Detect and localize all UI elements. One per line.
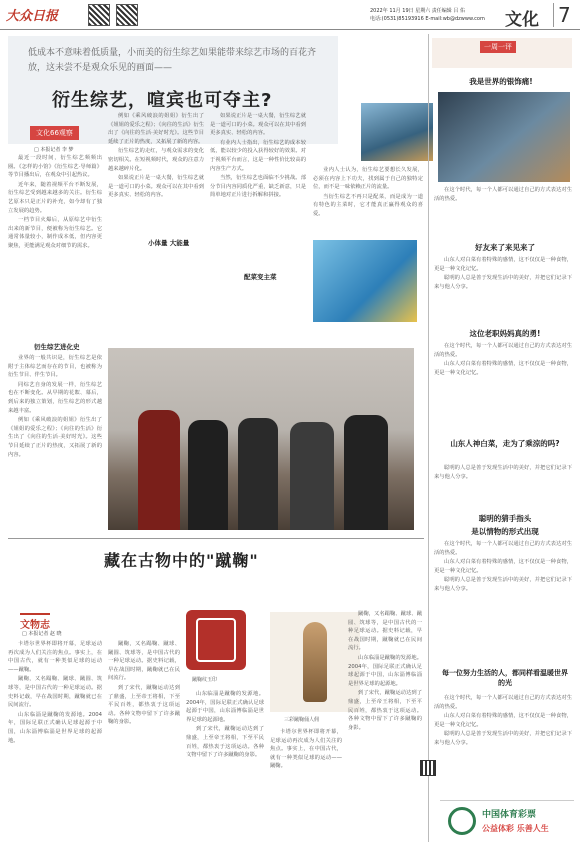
article-divider bbox=[8, 538, 424, 539]
column-badge-2: 文物志 bbox=[20, 613, 50, 631]
paragraph: 聪明的人总是善于发现生活中的美好，并把它们记录下来与他人分享。 bbox=[434, 275, 572, 290]
paragraph: 在这个时代，每一个人都可以通过自己的方式表达对生活的热爱。 bbox=[434, 187, 572, 202]
masthead-info bbox=[370, 7, 485, 23]
paragraph: 聪明的人总是善于发现生活中的美好，并把它们记录下来与他人分享。 bbox=[434, 577, 572, 592]
right-title: 我是世界的银饰痛! bbox=[469, 77, 533, 86]
weekly-review-tag: 一周一评 bbox=[480, 41, 516, 53]
person-figure bbox=[238, 418, 278, 530]
second-column-4 bbox=[270, 728, 342, 840]
paragraph: 当衍生综艺不再只是配菜，而是成为一道有特色的主菜时，它才能真正赢得观众的喜爱。 bbox=[313, 193, 423, 217]
variety-show-poster-small bbox=[361, 103, 433, 161]
paragraph: 业内人士认为，衍生综艺要想长久发展，必须在内容上下功夫，找到属于自己的独特定位，而不是一味依赖正片的流量。 bbox=[313, 167, 423, 191]
lead-byline: □ 本报记者 李 梦 bbox=[34, 147, 74, 153]
caption: 蹴鞠纹玉印 bbox=[192, 677, 218, 683]
variety-show-poster-large bbox=[313, 240, 417, 322]
paragraph: 如果说正片是一桌大餐，衍生综艺就是一道可口的小菜。观众可以在其中看到更多真实、轻松的内容。 bbox=[108, 175, 204, 199]
lottery-ad bbox=[440, 800, 574, 842]
right-subhead: 每一位努力生活的人，都同样看温暖世界的光 bbox=[442, 669, 568, 687]
right-text-1 bbox=[434, 186, 572, 238]
right-subhead: 山东人神白菜，走为了乘涼的吗? bbox=[450, 439, 560, 448]
person-figure bbox=[290, 422, 334, 530]
person-figure bbox=[344, 415, 388, 530]
variety-show-poster bbox=[438, 92, 570, 182]
subhead: 小体量 大能量 bbox=[148, 239, 190, 247]
paragraph: 蹴鞠，又名蹋鞠、蹴球、蹴圆、筑球等，是中国古代的一种足球运动。据史料记载，早在战国时期，蹴鞠就已在民间流行。 bbox=[8, 676, 102, 709]
masthead bbox=[0, 0, 580, 30]
caption: 三彩蹴鞠俑人佣 bbox=[284, 717, 320, 723]
right-subhead: 好友来了来见来了 bbox=[475, 243, 535, 252]
right-text-4 bbox=[434, 464, 572, 510]
lottery-logo-icon bbox=[448, 807, 476, 835]
lead-column-1b bbox=[8, 354, 102, 530]
paragraph: 到了宋代，蹴鞠运动达到了鼎盛，上至帝王将相，下至平民百姓，都热衷于这项运动。各种文物中留下了许多蹴鞠的身影。 bbox=[186, 726, 264, 759]
masthead-contact-line: 电话:(0531)85193916 E-mail:wb@dzwww.com bbox=[370, 16, 485, 22]
lead-dek: 低成本不意味着低质量，小而美的衍生综艺如果能带来综艺市场的百花齐放，这未尝不是观众乐见的画面—— bbox=[28, 48, 317, 73]
paragraph: 蹴鞠，又名蹋鞠、蹴球、蹴圆、筑球等，是中国古代的一种足球运动。据史料记载，早在战国时期，蹴鞠就已在民间流行。 bbox=[348, 611, 422, 652]
column-divider bbox=[428, 34, 429, 842]
column-badge: 文化66观察 bbox=[30, 126, 79, 140]
subhead: 衍生综艺进化史 bbox=[34, 343, 80, 351]
second-column-3 bbox=[186, 690, 264, 840]
paragraph: 业界的一般共识是，衍生综艺是依附于主体综艺而存在的节目，也被称为衍生节目、伴生节目。 bbox=[8, 355, 102, 379]
paragraph: 例如《乘风破浪的姐姐》衍生出了《姐姐的爱乐之程》；《向往的生活》衍生出了《向往的生活·美好时光》。这些节目延续了正片的热度，又拓展了新的内容。 bbox=[108, 113, 204, 145]
paragraph: 在这个时代，每一个人都可以通过自己的方式表达对生活的热爱。 bbox=[434, 343, 572, 358]
paragraph: 衍生综艺的走红，与观众需求的变化密切相关。在短视频时代，观众的注意力越来越碎片化。 bbox=[108, 148, 204, 172]
paragraph: 同综艺自身的发展一样，衍生综艺也在不断变化。从早期的花絮、幕后，到后来的独立策划，衍生综艺的形式越来越丰富。 bbox=[8, 381, 102, 414]
second-column-5 bbox=[348, 610, 422, 840]
paragraph: 山东人对白菜有着特殊的感情，这不仅仅是一种食物，更是一种文化记忆。 bbox=[434, 713, 572, 728]
paragraph: 山东临淄是蹴鞠的发源地。2004年，国际足联正式确认足球起源于中国，山东淄博临淄是世界足球的起源地。 bbox=[348, 654, 422, 687]
paragraph: 聪明的人总是善于发现生活中的美好，并把它们记录下来与他人分享。 bbox=[434, 731, 572, 746]
person-figure bbox=[188, 420, 228, 530]
paragraph: 山东临淄是蹴鞠的发源地。2004年，国际足联正式确认足球起源于中国，山东淄博临淄是世界足球的起源地。 bbox=[186, 691, 264, 723]
paragraph: 山东人对白菜有着特殊的感情，这不仅仅是一种食物，更是一种文化记忆。 bbox=[434, 361, 572, 376]
paragraph: 近年来，随着视频平台不断发展，衍生综艺受到越来越多的关注。衍生综艺原本只是正片的补充，如今却有了独立发展的趋势。 bbox=[8, 181, 102, 214]
qr-code-icon bbox=[420, 760, 436, 776]
qr-code-icon bbox=[116, 4, 138, 26]
paragraph: 当然，衍生综艺也面临不少挑战。部分节目内容同质化严重，缺乏新意，只是简单地对正片进行拆解和拼接。 bbox=[210, 175, 306, 199]
ad-line-2: 公益体彩 乐善人生 bbox=[482, 824, 549, 833]
paragraph: 如果说正片是一桌大餐，衍生综艺就是一道可口的小菜。观众可以在其中看到更多真实、轻松的内容。 bbox=[210, 113, 306, 137]
second-byline: □ 本报记者 赵 晓 bbox=[22, 631, 62, 637]
paragraph: 一档节目火爆后，从原综艺中衍生出来的新节目，便被称为衍生综艺。它通常体量较小，制作成本低，但内容更聚焦，更能满足观众对细节的需求。 bbox=[8, 217, 102, 249]
lead-column-3 bbox=[210, 112, 306, 338]
second-column-1 bbox=[8, 640, 102, 840]
second-column-2 bbox=[108, 640, 180, 840]
right-subhead: 这位老职妈妈真的勇! bbox=[469, 329, 541, 338]
right-subhead: 是以情物的形式出现 bbox=[471, 527, 539, 536]
paragraph: 例如《乘风破浪的姐姐》衍生出了《姐姐的爱乐之程》；《向往的生活》衍生出了《向往的生活·美好时光》。这些节目延续了正片的热度，又拓展了新的内容。 bbox=[8, 417, 102, 458]
paragraph: 到了宋代，蹴鞠运动达到了鼎盛，上至帝王将相，下至平民百姓，都热衷于这项运动。各种文物中留下了许多蹴鞠的身影。 bbox=[348, 690, 422, 731]
paragraph: 蹴鞠，又名蹋鞠、蹴球、蹴圆、筑球等，是中国古代的一种足球运动。据史料记载，早在战国时期，蹴鞠就已在民间流行。 bbox=[108, 641, 180, 682]
right-text-5 bbox=[434, 540, 572, 664]
paragraph: 卡塔尔世界杯即将开幕，足球运动再次成为人们关注的焦点。事实上，在中国古代，就有一种类似足球的运动——蹴鞠。 bbox=[8, 641, 102, 673]
lead-column-1 bbox=[8, 154, 102, 338]
paragraph: 卡塔尔世界杯即将开幕，足球运动再次成为人们关注的焦点。事实上，在中国古代，就有一种类似足球的运动——蹴鞠。 bbox=[270, 729, 342, 770]
paragraph: 在这个时代，每一个人都可以通过自己的方式表达对生活的热爱。 bbox=[434, 695, 572, 710]
section-title: 文化 bbox=[505, 10, 539, 30]
paragraph: 聪明的人总是善于发现生活中的美好，并把它们记录下来与他人分享。 bbox=[434, 465, 572, 480]
masthead-date-line: 2022年 11月 19日 星期六 责任编辑 吕 佑 bbox=[370, 8, 465, 14]
right-text-6 bbox=[434, 694, 572, 794]
subhead: 配菜变主菜 bbox=[244, 273, 277, 281]
lead-column-4 bbox=[313, 166, 423, 236]
lead-column-2 bbox=[108, 112, 204, 338]
ad-line-1: 中国体育彩票 bbox=[482, 810, 537, 820]
paragraph: 山东人对白菜有着特殊的感情，这不仅仅是一种食物，更是一种文化记忆。 bbox=[434, 257, 572, 272]
paragraph: 山东临淄是蹴鞠的发源地。2004年，国际足联正式确认足球起源于中国，山东淄博临淄是世界足球的起源地。 bbox=[8, 711, 102, 744]
page-number: 7 bbox=[553, 3, 571, 27]
jade-seal-image bbox=[186, 610, 246, 670]
weekly-review-header bbox=[432, 38, 572, 68]
paragraph: 在这个时代，每一个人都可以通过自己的方式表达对生活的热爱。 bbox=[434, 541, 572, 556]
newspaper-logo: 大众日报 bbox=[6, 9, 59, 24]
seal-frame bbox=[196, 618, 236, 662]
right-subhead: 聪明的猜手指头 bbox=[478, 514, 532, 523]
person-figure bbox=[138, 410, 180, 530]
right-text-2 bbox=[434, 256, 572, 318]
motorcycle-group-photo bbox=[108, 348, 414, 530]
lead-headline: 衍生综艺，喧宾也可夺主? bbox=[52, 90, 273, 111]
paragraph: 有业内人士指出，衍生综艺的成本较低，能以较少的投入获得较好的效果。对于视频平台而言，这是一种性价比较高的内容生产方式。 bbox=[210, 139, 306, 172]
second-headline: 藏在古物中的"蹴鞠" bbox=[104, 551, 259, 570]
figure-shape bbox=[303, 622, 327, 702]
right-text-3 bbox=[434, 342, 572, 434]
qr-code-icon bbox=[88, 4, 110, 26]
ceramic-figure-image bbox=[270, 612, 360, 712]
paragraph: 最近一段时间，衍生综艺频频出圈。《怎样的小馆》《衍生综艺·导师篇》等节目播出后，在观众中引起热议。 bbox=[8, 155, 102, 179]
paragraph: 到了宋代，蹴鞠运动达到了鼎盛，上至帝王将相，下至平民百姓，都热衷于这项运动。各种文物中留下了许多蹴鞠的身影。 bbox=[108, 684, 180, 726]
paragraph: 山东人对白菜有着特殊的感情，这不仅仅是一种食物，更是一种文化记忆。 bbox=[434, 559, 572, 574]
